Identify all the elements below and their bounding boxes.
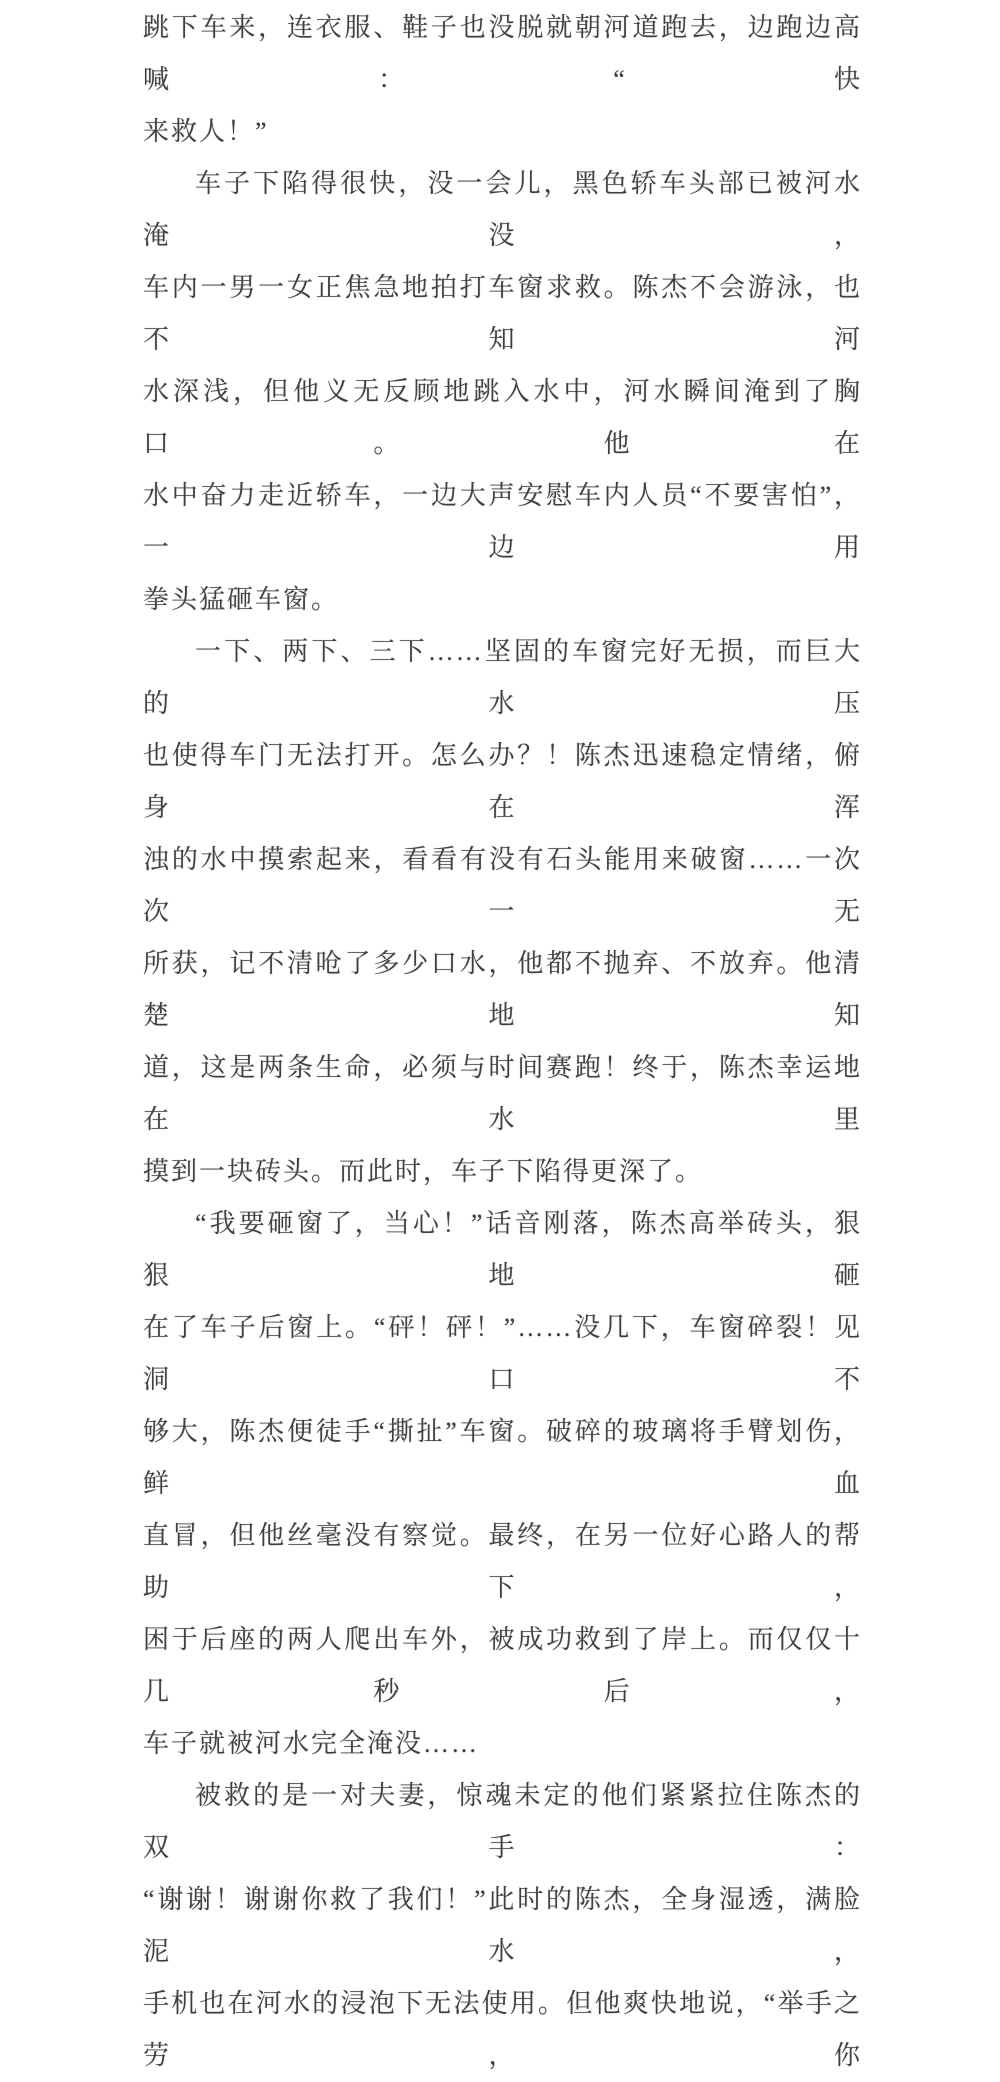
text-line: 所获，记不清呛了多少口水，他都不抛弃、不放弃。他清楚地知 [143, 949, 862, 1030]
text-line: 被救的是一对夫妻，惊魂未定的他们紧紧拉住陈杰的双手： [143, 1781, 862, 1862]
text-line: “我要砸窗了，当心！”话音刚落，陈杰高举砖头，狠狠地砸 [143, 1209, 862, 1290]
text-line: 也使得车门无法打开。怎么办？！陈杰迅速稳定情绪，俯身在浑 [143, 741, 862, 822]
text-line: 水中奋力走近轿车，一边大声安慰车内人员“不要害怕”，一边用 [143, 481, 862, 562]
text-line: 车子就被河水完全淹没…… [143, 1729, 480, 1758]
text-line: 手机也在河水的浸泡下无法使用。但他爽快地说，“举手之劳，你 [143, 1989, 862, 2070]
text-line: 来救人！” [143, 117, 269, 146]
text-line: “谢谢！谢谢你救了我们！”此时的陈杰，全身湿透，满脸泥水， [143, 1885, 862, 1966]
text-line: 跳下车来，连衣服、鞋子也没脱就朝河道跑去，边跑边高喊：“快 [143, 13, 862, 94]
text-line: 摸到一块砖头。而此时，车子下陷得更深了。 [143, 1157, 704, 1186]
text-line: 浊的水中摸索起来，看看有没有石头能用来破窗……一次次一无 [143, 845, 862, 926]
text-line: 水深浅，但他义无反顾地跳入水中，河水瞬间淹到了胸口。他在 [143, 377, 862, 458]
text-line: 在了车子后窗上。“砰！砰！”……没几下，车窗碎裂！见洞口不 [143, 1313, 862, 1394]
text-line: 车内一男一女正焦急地拍打车窗求救。陈杰不会游泳，也不知河 [143, 273, 862, 354]
text-line: 车子下陷得很快，没一会儿，黑色轿车头部已被河水淹没， [143, 169, 862, 250]
text-line: 直冒，但他丝毫没有察觉。最终，在另一位好心路人的帮助下， [143, 1521, 862, 1602]
text-line: 够大，陈杰便徒手“撕扯”车窗。破碎的玻璃将手臂划伤，鲜血 [143, 1417, 862, 1498]
text-line: 困于后座的两人爬出车外，被成功救到了岸上。而仅仅十几秒后， [143, 1625, 862, 1706]
text-line: 道，这是两条生命，必须与时间赛跑！终于，陈杰幸运地在水里 [143, 1053, 862, 1134]
article-body [143, 2, 862, 2082]
text-line: 一下、两下、三下……坚固的车窗完好无损，而巨大的水压 [143, 637, 862, 718]
text-line: 拳头猛砸车窗。 [143, 585, 340, 614]
